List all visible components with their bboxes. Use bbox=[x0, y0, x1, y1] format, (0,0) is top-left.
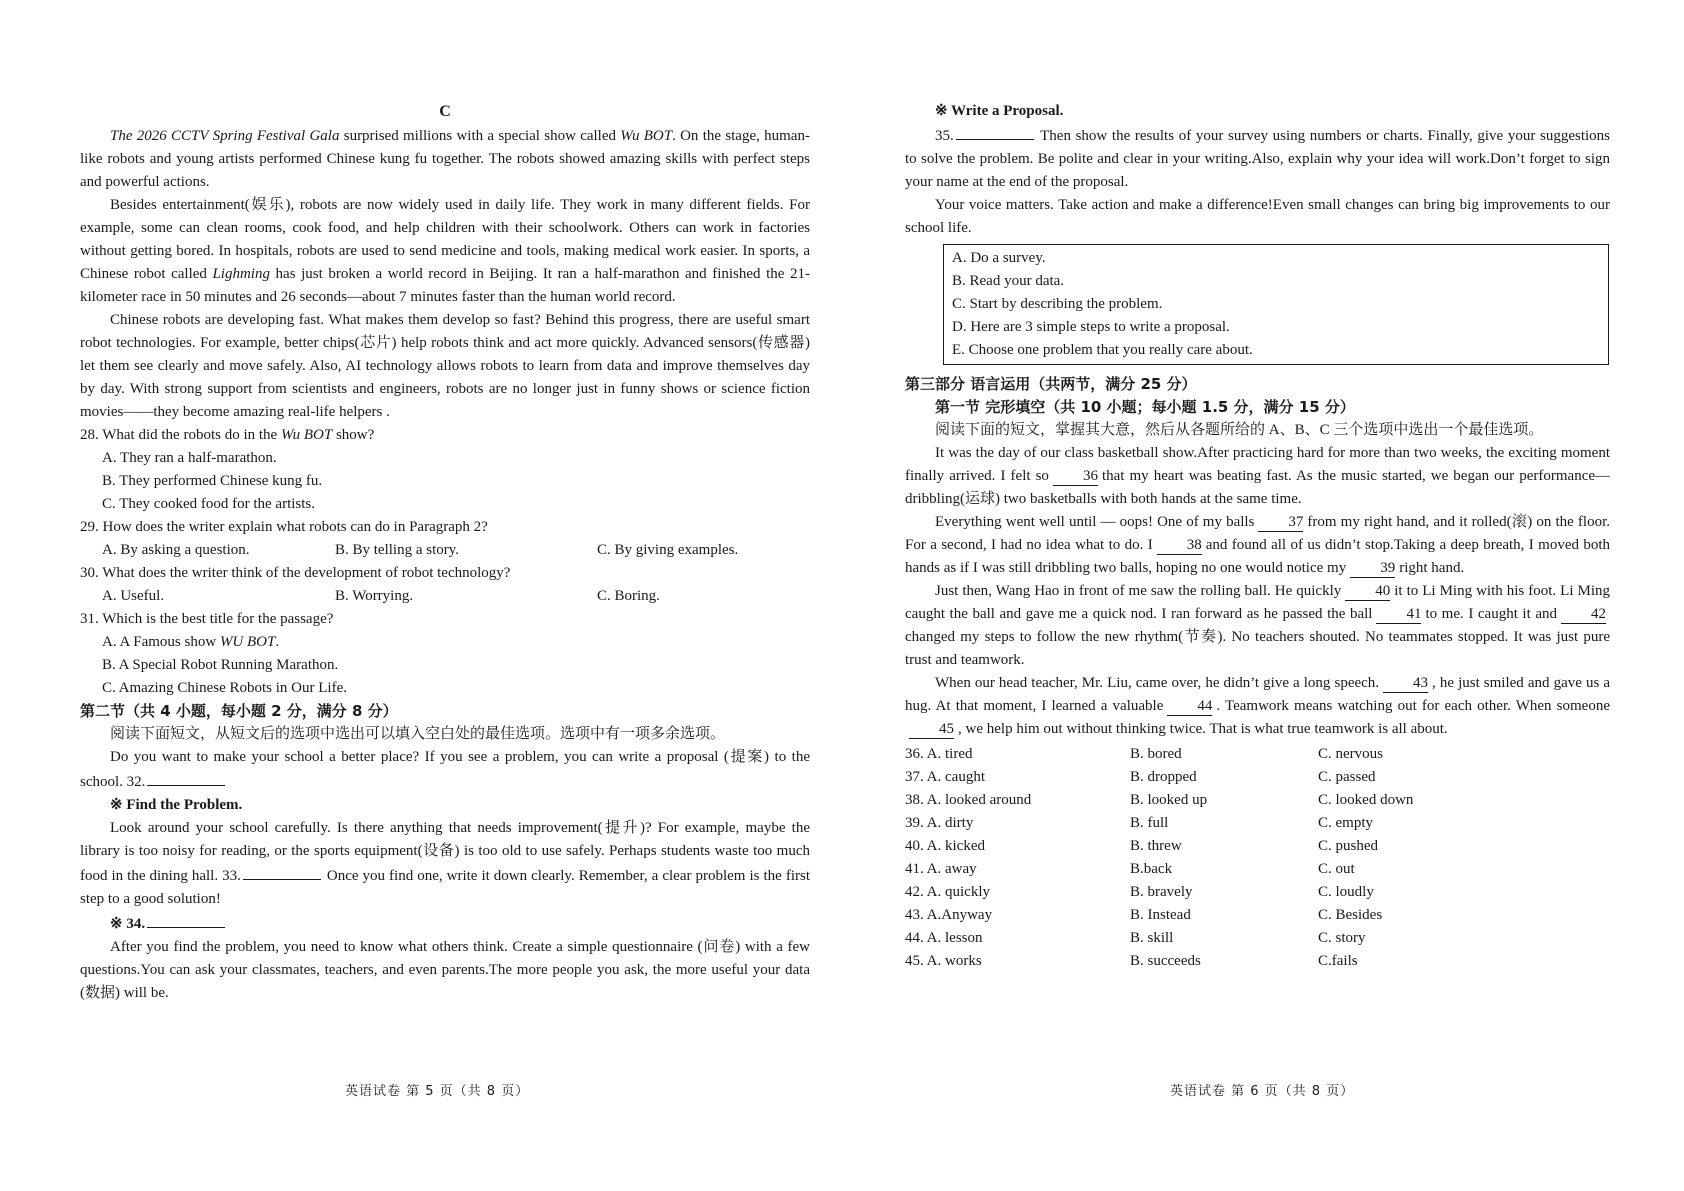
blank-38[interactable]: 38 bbox=[1157, 537, 1202, 555]
options-box bbox=[943, 244, 1609, 365]
choice-a[interactable]: 41. A. away bbox=[905, 861, 977, 877]
section-2-instructions: 阅读下面短文，从短文后的选项中选出可以填入空白处的最佳选项。选项中有一项多余选项。 bbox=[110, 726, 726, 742]
robot-name: Lighming bbox=[212, 266, 270, 282]
choice-row-42 bbox=[905, 881, 1610, 904]
option: A. By asking a question. bbox=[102, 542, 250, 558]
text: . On the stage, human-like robots and young artists performed Chinese kung fu together. The robots showed amazing skills with perfect steps and powerful actions. bbox=[80, 128, 810, 190]
text: surprised millions with a special show called bbox=[339, 128, 621, 144]
choice-b[interactable]: B. full bbox=[1130, 815, 1169, 831]
text: When our head teacher, Mr. Liu, came over, he didn’t give a long speech. bbox=[935, 675, 1380, 691]
section-letter: C bbox=[439, 103, 451, 120]
option: C. By giving examples. bbox=[597, 542, 739, 558]
blank-35[interactable] bbox=[956, 123, 1034, 140]
text: Everything went well until — oops! One of my balls bbox=[935, 514, 1255, 530]
choice-row-45 bbox=[905, 950, 1610, 973]
question-29: 29. How does the writer explain what robots can do in Paragraph 2? bbox=[80, 519, 488, 535]
proposal-intro bbox=[80, 746, 810, 794]
option bbox=[80, 631, 810, 654]
text: show? bbox=[332, 427, 375, 443]
option: B. They performed Chinese kung fu. bbox=[102, 473, 323, 489]
paragraph-35 bbox=[905, 123, 1610, 194]
option: B. A Special Robot Running Marathon. bbox=[102, 657, 339, 673]
write-proposal-heading: ※ Write a Proposal. bbox=[935, 103, 1064, 119]
choice-a[interactable]: 38. A. looked around bbox=[905, 792, 1032, 808]
options-row bbox=[80, 539, 810, 562]
text: it to Li Ming with his foot. Li Ming caught the ball and gave me a quick nod. I ran forward as he passed the ball bbox=[905, 583, 1610, 622]
choice-c[interactable]: C. Besides bbox=[1318, 907, 1383, 923]
text: . bbox=[275, 634, 280, 650]
question-31: 31. Which is the best title for the passage? bbox=[80, 611, 334, 627]
choice-a[interactable]: 44. A. lesson bbox=[905, 930, 983, 946]
text: It was the day of our class basketball show.After practicing hard for more than two weeks, the exciting moment finally arrived. I felt so bbox=[905, 445, 1610, 484]
cloze-paragraph-1 bbox=[905, 442, 1610, 511]
right-page bbox=[905, 100, 1610, 973]
show-name: Wu BOT bbox=[280, 427, 333, 443]
passage-paragraph-2 bbox=[80, 194, 810, 309]
choice-row-36 bbox=[905, 743, 1610, 766]
choice-b[interactable]: B. threw bbox=[1130, 838, 1182, 854]
choice-a[interactable]: 37. A. caught bbox=[905, 769, 985, 785]
choice-a[interactable]: 43. A.Anyway bbox=[905, 907, 993, 923]
text: from my right hand, and it rolled(滚) on the floor. For a second, I had no idea what to do. I bbox=[905, 514, 1610, 553]
box-option-c: C. Start by describing the problem. bbox=[952, 296, 1163, 312]
choice-c[interactable]: C. out bbox=[1318, 861, 1355, 877]
cloze-choices bbox=[905, 743, 1610, 973]
choice-row-43 bbox=[905, 904, 1610, 927]
choice-b[interactable]: B. bravely bbox=[1130, 884, 1193, 900]
find-problem-heading: ※ Find the Problem. bbox=[110, 797, 243, 813]
choice-row-40 bbox=[905, 835, 1610, 858]
text: right hand. bbox=[1399, 560, 1465, 576]
option: C. Boring. bbox=[597, 588, 660, 604]
blank-37[interactable]: 37 bbox=[1258, 514, 1303, 532]
choice-c[interactable]: C. story bbox=[1318, 930, 1366, 946]
question-28 bbox=[80, 424, 810, 447]
page-footer-left: 英语试卷 第 5 页（共 8 页） bbox=[345, 1084, 530, 1099]
choice-c[interactable]: C. empty bbox=[1318, 815, 1373, 831]
choice-b[interactable]: B. succeeds bbox=[1130, 953, 1201, 969]
choice-row-37 bbox=[905, 766, 1610, 789]
text: changed my steps to follow the new rhythm(节奏). No teachers shouted. No teammates stopped. It was just pure trust and teamwork. bbox=[905, 629, 1610, 668]
choice-a[interactable]: 42. A. quickly bbox=[905, 884, 990, 900]
text: and found all of us didn’t stop.Taking a deep breath, I moved both hands as if I was still dribbling two balls, hoping no one would notice my bbox=[905, 537, 1611, 576]
choice-b[interactable]: B.back bbox=[1130, 861, 1173, 877]
part-3-heading: 第三部分 语言运用（共两节，满分 25 分） bbox=[905, 375, 1197, 393]
choice-c[interactable]: C. passed bbox=[1318, 769, 1376, 785]
text: , he just smiled and gave us a hug. At that moment, I learned a valuable bbox=[905, 675, 1611, 714]
choice-b[interactable]: B. looked up bbox=[1130, 792, 1208, 808]
blank-40[interactable]: 40 bbox=[1345, 583, 1390, 601]
box-option-b: B. Read your data. bbox=[952, 273, 1065, 289]
voice-paragraph: Your voice matters. Take action and make a difference!Even small changes can bring big improvements to our school life. bbox=[905, 197, 1610, 236]
text: Then show the results of your survey using numbers or charts. Finally, give your suggestions to solve the problem. Be polite and clear in your writing.Also, explain why your idea will work.Don’t forget to sign your name at the end of the proposal. bbox=[905, 128, 1610, 190]
text: Besides entertainment(娱乐), robots are now widely used in daily life. They work in many different fields. For example, some can clean rooms, cook food, and help children with their schoolwork. Others can work in factories without getting bored. In hospitals, robots are used to send medicine and tools, making medical work easier. In sports, a Chinese robot called bbox=[80, 197, 810, 282]
text: ※ 34. bbox=[110, 916, 146, 932]
text: to me. I caught it and bbox=[1425, 606, 1557, 622]
text: , we help him out without thinking twice. That is what true teamwork is all about. bbox=[958, 721, 1448, 737]
gala-title: The 2026 CCTV Spring Festival Gala bbox=[110, 128, 340, 144]
option: A. They ran a half-marathon. bbox=[102, 450, 277, 466]
choice-b[interactable]: B. skill bbox=[1130, 930, 1174, 946]
text: Once you find one, write it down clearly. Remember, a clear problem is the first step to a good solution! bbox=[80, 868, 810, 907]
heading-34 bbox=[80, 911, 810, 936]
show-name: Wu BOT bbox=[620, 128, 673, 144]
passage-paragraph-1 bbox=[80, 125, 810, 194]
text: has just broken a world record in Beijing. It ran a half-marathon and finished the 21-kilometer race in 50 minutes and 26 seconds—about 7 minutes faster than the human world record. bbox=[80, 266, 810, 305]
choice-c[interactable]: C. nervous bbox=[1318, 746, 1383, 762]
section-2-heading: 第二节（共 4 小题，每小题 2 分，满分 8 分） bbox=[80, 702, 398, 720]
choice-b[interactable]: B. bored bbox=[1130, 746, 1182, 762]
survey-paragraph: After you find the problem, you need to know what others think. Create a simple questionnaire (问卷) with a few questions.You can ask your classmates, teachers, and even parents.The more people you ask, the more useful your data (数据) will be. bbox=[80, 939, 810, 1001]
choice-a[interactable]: 40. A. kicked bbox=[905, 838, 985, 854]
passage-paragraph-3: Chinese robots are developing fast. What makes them develop so fast? Behind this progress, there are useful smart robot technologies. For example, better chips(芯片) help robots think and act more quickly. Advanced sensors(传感器) let them see clearly and move safely. Also, AI technology allows robots to learn from data and improve themselves day by day. With strong support from scientists and engineers, robots are no longer just in funny shows or science fiction movies——they become amazing real-life helpers . bbox=[80, 312, 810, 420]
choice-a[interactable]: 39. A. dirty bbox=[905, 815, 974, 831]
choice-c[interactable]: C. loudly bbox=[1318, 884, 1374, 900]
cloze-paragraph-2 bbox=[905, 511, 1610, 580]
section-1-instructions: 阅读下面的短文，掌握其大意，然后从各题所给的 A、B、C 三个选项中选出一个最佳选项。 bbox=[935, 422, 1544, 438]
cloze-paragraph-3 bbox=[905, 580, 1610, 672]
choice-b[interactable]: B. Instead bbox=[1130, 907, 1191, 923]
text: Look around your school carefully. Is there anything that needs improvement(提升)? For example, maybe the library is too noisy for reading, or the sports equipment(设备) is too old to use safely. Perhaps students waste too much food in the dining hall. 33. bbox=[80, 820, 810, 884]
box-option-a: A. Do a survey. bbox=[952, 250, 1046, 266]
blank-33[interactable] bbox=[243, 863, 321, 880]
blank-32[interactable] bbox=[147, 769, 225, 786]
choice-row-44 bbox=[905, 927, 1610, 950]
box-option-e: E. Choose one problem that you really care about. bbox=[952, 342, 1253, 358]
choice-a[interactable]: 45. A. works bbox=[905, 953, 982, 969]
choice-row-38 bbox=[905, 789, 1610, 812]
text: Do you want to make your school a better place? If you see a problem, you can write a proposal (提案) to the school. 32. bbox=[80, 749, 810, 790]
section-1-heading: 第一节 完形填空（共 10 小题；每小题 1.5 分，满分 15 分） bbox=[935, 398, 1355, 416]
choice-a[interactable]: 36. A. tired bbox=[905, 746, 973, 762]
text: 35. bbox=[935, 128, 954, 144]
show-name: WU BOT bbox=[219, 634, 276, 650]
choice-c[interactable]: C. looked down bbox=[1318, 792, 1414, 808]
text: A. A Famous show bbox=[102, 634, 220, 650]
blank-42[interactable]: 42 bbox=[1561, 606, 1606, 624]
blank-43[interactable]: 43 bbox=[1383, 675, 1428, 693]
choice-c[interactable]: C. pushed bbox=[1318, 838, 1378, 854]
blank-34[interactable] bbox=[147, 911, 225, 928]
blank-36[interactable]: 36 bbox=[1053, 468, 1098, 486]
option: B. Worrying. bbox=[335, 588, 414, 604]
blank-41[interactable]: 41 bbox=[1376, 606, 1421, 624]
cloze-paragraph-4 bbox=[905, 672, 1610, 741]
question-30: 30. What does the writer think of the development of robot technology? bbox=[80, 565, 511, 581]
choice-b[interactable]: B. dropped bbox=[1130, 769, 1197, 785]
option: A. Useful. bbox=[102, 588, 165, 604]
blank-45[interactable]: 45 bbox=[909, 721, 954, 739]
options-row bbox=[80, 585, 810, 608]
choice-c[interactable]: C.fails bbox=[1318, 953, 1358, 969]
text: . Teamwork means watching out for each other. When someone bbox=[1216, 698, 1611, 714]
blank-39[interactable]: 39 bbox=[1350, 560, 1395, 578]
blank-44[interactable]: 44 bbox=[1167, 698, 1212, 716]
option: C. Amazing Chinese Robots in Our Life. bbox=[102, 680, 347, 696]
text: 28. What did the robots do in the bbox=[80, 427, 281, 443]
choice-row-39 bbox=[905, 812, 1610, 835]
page-footer-right: 英语试卷 第 6 页（共 8 页） bbox=[1170, 1084, 1355, 1099]
option: C. They cooked food for the artists. bbox=[102, 496, 316, 512]
option: B. By telling a story. bbox=[335, 542, 460, 558]
box-option-d: D. Here are 3 simple steps to write a proposal. bbox=[952, 319, 1230, 335]
find-problem-paragraph bbox=[80, 817, 810, 911]
text: that my heart was beating fast. As the music started, we began our performance—dribbling(运球) two basketballs with both hands at the same time. bbox=[905, 468, 1611, 507]
text: Just then, Wang Hao in front of me saw the rolling ball. He quickly bbox=[935, 583, 1342, 599]
left-page bbox=[80, 100, 810, 1005]
choice-row-41 bbox=[905, 858, 1610, 881]
